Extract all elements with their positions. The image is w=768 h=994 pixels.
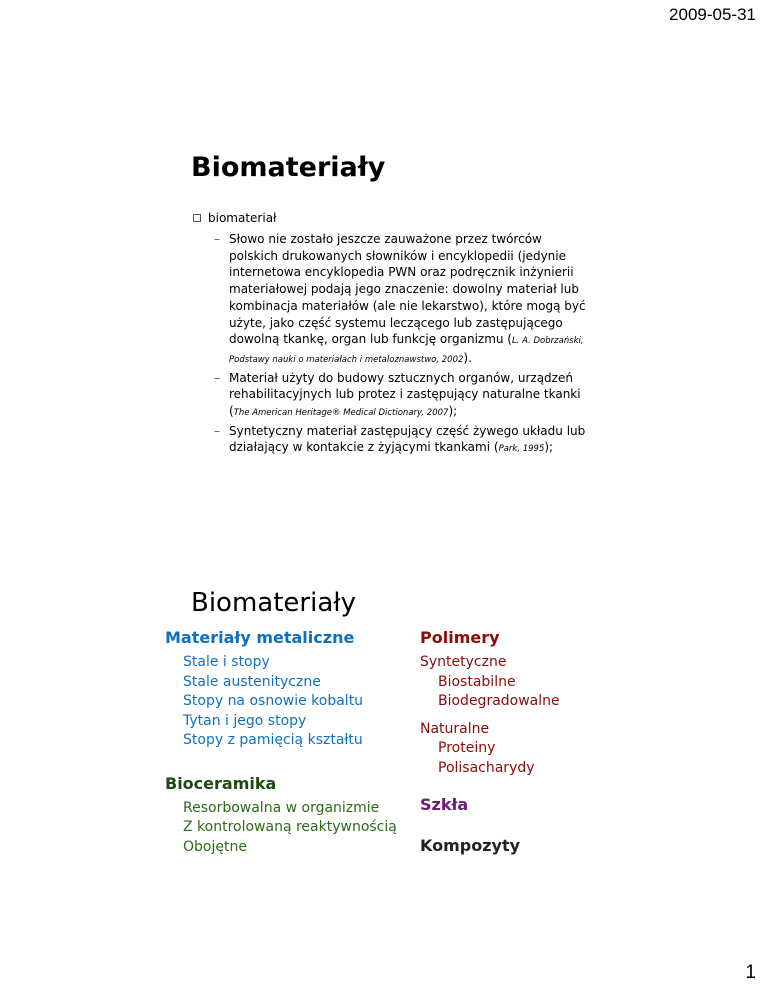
dash-bullet-icon: – — [214, 232, 220, 246]
bullet-label: biomateriał — [208, 211, 277, 225]
definition-closing: ). — [463, 350, 472, 365]
dash-bullet-icon: – — [214, 370, 220, 385]
polymers-natural-item: Polisacharydy — [438, 759, 535, 776]
ceramics-item: Resorbowalna w organizmie — [183, 799, 380, 816]
metals-item: Tytan i jego stopy — [183, 712, 307, 729]
composites-heading: Kompozyty — [420, 836, 521, 855]
definition-text: Materiał użyty do budowy sztucznych organów, urządzeń rehabilitacyjnych lub protez i zastępujący naturalne tkanki ( — [229, 370, 581, 419]
polymers-natural-label: Naturalne — [420, 720, 490, 737]
ceramics-item: Obojętne — [183, 838, 247, 855]
ceramics-list — [165, 799, 425, 858]
definition-text: Słowo nie zostało jeszcze zauważone przez twórców polskich drukowanych słowników i encyklopedii (jedynie internetowa encyklopedia PWN oraz podręcznik inżynierii materiałowej podają jego znaczenie: dowolny materiał lub kombinacja materiałów (ale nie lekarstwo), które mogą być użyte, jako część systemu leczącego lub zastępującego dowolną tkankę, organ lub funkcję organizmu ( — [229, 232, 586, 347]
glass-heading: Szkła — [420, 795, 469, 814]
metals-item: Stopy z pamięcią kształtu — [183, 732, 363, 748]
citation: Park, 1995 — [498, 444, 545, 455]
definition-item — [214, 231, 594, 369]
metals-list — [165, 653, 425, 751]
left-column — [165, 628, 425, 857]
slide1-bullet — [193, 211, 276, 225]
polymers-synthetic-item: Biodegradowalne — [438, 693, 560, 709]
square-bullet-icon — [193, 214, 201, 222]
polymers-synthetic-item: Biostabilne — [438, 673, 516, 690]
citation: L. A. Dobrzański, Podstawy nauki o materiałach i metaloznawstwo, 2002 — [229, 336, 584, 365]
metals-item: Stale i stopy — [183, 654, 270, 670]
dash-bullet-icon: – — [214, 423, 220, 438]
ceramics-heading: Bioceramika — [165, 773, 277, 793]
right-column — [420, 628, 640, 861]
metals-heading: Materiały metaliczne — [165, 628, 355, 647]
definition-closing: ); — [544, 440, 554, 455]
citation: The American Heritage® Medical Dictionary, 2007 — [233, 408, 449, 419]
definition-list — [214, 231, 594, 459]
page-number: 1 — [745, 962, 756, 983]
polymers-heading: Polimery — [420, 628, 500, 647]
definition-closing: ); — [448, 404, 458, 419]
definition-item — [214, 423, 594, 458]
slide1-title: Biomateriały — [191, 152, 386, 183]
polymers-natural-item: Proteiny — [438, 740, 496, 756]
polymers-synthetic-label: Syntetyczne — [420, 654, 507, 670]
definition-text: Syntetyczny materiał zastępujący część żywego układu lub działający w kontakcie z żyjącymi tkankami ( — [229, 423, 586, 455]
slide2-title: Biomateriały — [191, 588, 357, 618]
metals-item: Stopy na osnowie kobaltu — [183, 693, 364, 709]
ceramics-item: Z kontrolowaną reaktywnością — [183, 819, 397, 835]
definition-item — [214, 370, 594, 422]
header-date: 2009-05-31 — [669, 5, 756, 24]
metals-item: Stale austenityczne — [183, 673, 321, 690]
